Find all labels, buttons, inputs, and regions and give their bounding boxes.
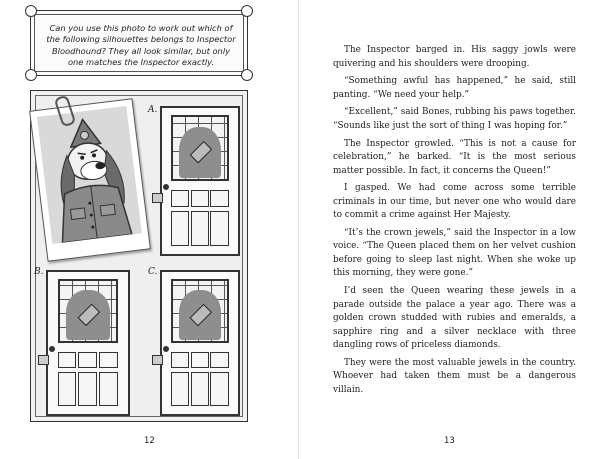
corner-ornament-icon — [25, 69, 37, 81]
page-number-left: 12 — [144, 436, 155, 446]
door-b-label: B. — [34, 267, 44, 277]
story-text — [333, 44, 576, 402]
door-c-label: C. — [148, 267, 158, 277]
paragraph: They were the most valuable jewels in the country. Whoever had taken them must be a dangerous villain. — [333, 357, 576, 395]
corner-ornament-icon — [25, 5, 37, 17]
paragraph: The Inspector growled. “This is not a cause for celebration,” he barked. “It is the most serious matter possible. In fact, it concerns the Queen!” — [333, 138, 576, 176]
door-a — [160, 106, 240, 256]
corner-ornament-icon — [241, 5, 253, 17]
page-number-right: 13 — [444, 436, 455, 446]
page-gutter — [298, 0, 299, 459]
paragraph: The Inspector barged in. His saggy jowls were quivering and his shoulders were drooping. — [333, 45, 576, 69]
caption-text: Can you use this photo to work out which of the following silhouettes belongs to Inspector Bloodhound? They all look similar, but only one matches the Inspector exactly. — [46, 23, 236, 67]
paragraph: I gasped. We had come across some terrible criminals in our time, but never one who would dare to commit a crime against Her Majesty. — [333, 183, 576, 221]
bloodhound-inspector-icon — [37, 106, 142, 244]
door-a-label: A. — [148, 105, 158, 115]
paragraph: “Something awful has happened,” he said, still panting. “We need your help.” — [333, 76, 576, 100]
door-b — [46, 270, 130, 416]
caption-box — [30, 10, 248, 76]
paragraph: I’d seen the Queen wearing these jewels in a parade outside the palace a year ago. There was a golden crown studded with rubies and emeralds, a sapphire ring and a silver necklace with three dangling rows of priceless diamonds. — [333, 286, 576, 351]
paragraph: “It’s the crown jewels,” said the Inspector in a low voice. “The Queen placed them on her velvet cushion before going to sleep last night. When she woke up this morning, they were gone.” — [333, 227, 576, 279]
corner-ornament-icon — [241, 69, 253, 81]
paragraph: “Excellent,” said Bones, rubbing his paws together. “Sounds like just the sort of thing I was hoping for.” — [333, 107, 576, 131]
inspector-photo — [29, 98, 151, 262]
door-c — [160, 270, 240, 416]
